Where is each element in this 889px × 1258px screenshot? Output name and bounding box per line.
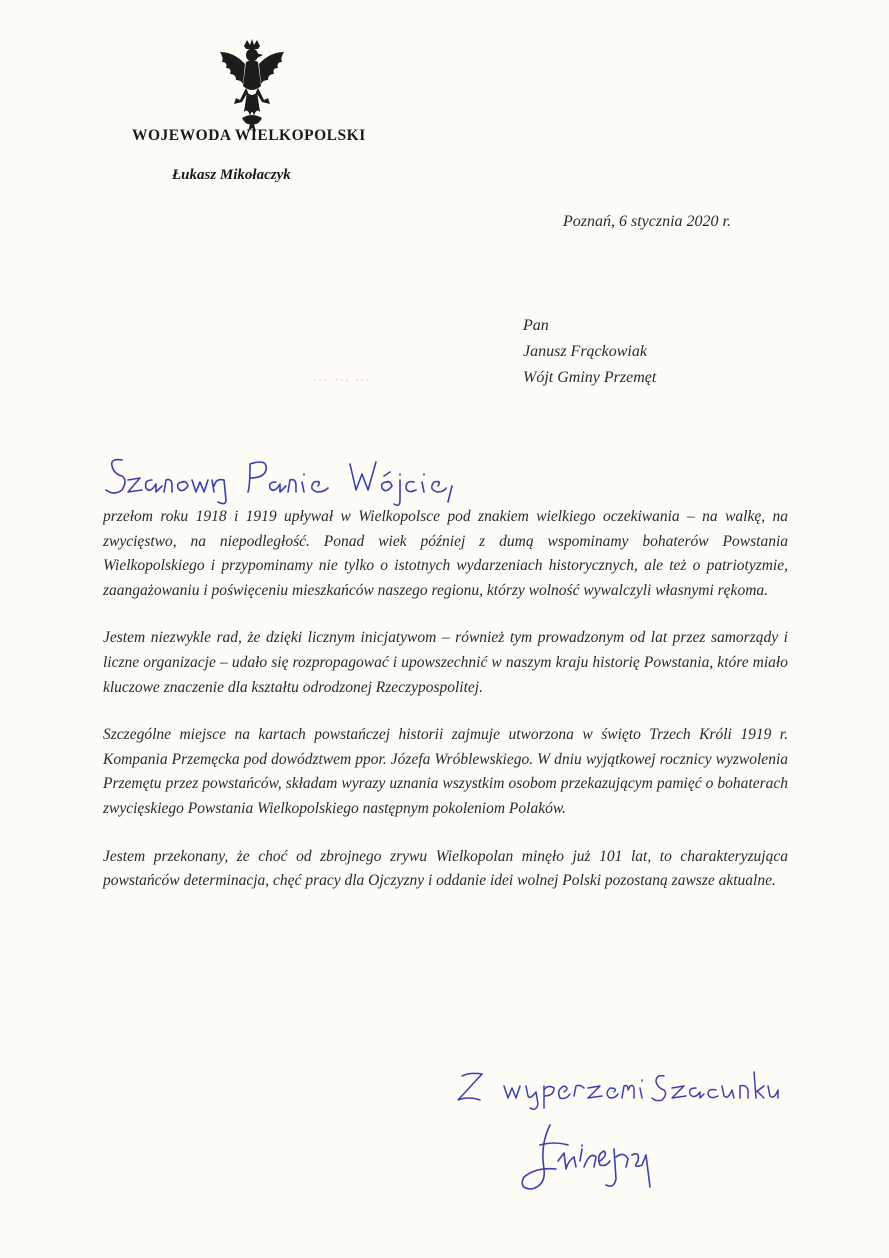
- body-paragraph-3: Szczególne miejsce na kartach powstańczej historii zajmuje utworzona w święto Trzech Króli 1919 r. Kompania Przemęcka pod dowództwem ppor. Józefa Wróblewskiego. W dniu wyjątkowej rocznicy wyzwolenia Przemętu przez powstańców, składam wyrazy uznania wszystkim osobom przekazującym pamięć o bohaterach zwycięskiego Powstania Wielkopolskiego następnym pokoleniom Polaków.: [103, 726, 788, 817]
- letter-body: [103, 505, 788, 894]
- addressee-name: Janusz Frąckowiak: [523, 343, 647, 360]
- addressee-honorific: Pan: [523, 317, 549, 334]
- sender-name: Łukasz Mikołaczyk: [172, 167, 291, 183]
- body-paragraph-2: Jestem niezwykle rad, że dzięki licznym inicjatywom – również tym prowadzonym od lat przez samorządy i liczne organizacje – udało się rozpropagować i upowszechnić w naszym kraju historię Powstania, które miało kluczowe znaczenie dla kształtu odrodzonej Rzeczypospolitej.: [103, 629, 788, 696]
- paper-mark: [312, 374, 372, 386]
- body-paragraph-1: przełom roku 1918 i 1919 upływał w Wielkopolsce pod znakiem wielkiego oczekiwania – na walkę, na zwycięstwo, na niepodległość. Ponad wiek później z dumą wspominamy bohaterów Powstania Wielkopolskiego i przypominamy nie tylko o istotnych wydarzeniach historycznych, ale też o patriotyzmie, zaangażowaniu i poświęceniu mieszkańców naszego regionu, którzy wolność wywalczyli własnymi rękoma.: [103, 508, 788, 599]
- polish-eagle-emblem-icon: [214, 38, 290, 134]
- addressee-block: [523, 313, 656, 391]
- authority-title: WOJEWODA WIELKOPOLSKI: [132, 127, 366, 144]
- handwritten-signature: [510, 1115, 670, 1195]
- handwritten-salutation: [100, 446, 460, 510]
- date-line: Poznań, 6 stycznia 2020 r.: [563, 213, 731, 230]
- addressee-position: Wójt Gminy Przemęt: [523, 369, 657, 386]
- handwritten-closing: [450, 1062, 780, 1114]
- body-paragraph-4: Jestem przekonany, że choć od zbrojnego zrywu Wielkopolan minęło już 101 lat, to charakteryzująca powstańców determinacja, chęć pracy dla Ojczyzny i oddanie idei wolnej Polski pozostaną zawsze aktualne.: [103, 847, 788, 890]
